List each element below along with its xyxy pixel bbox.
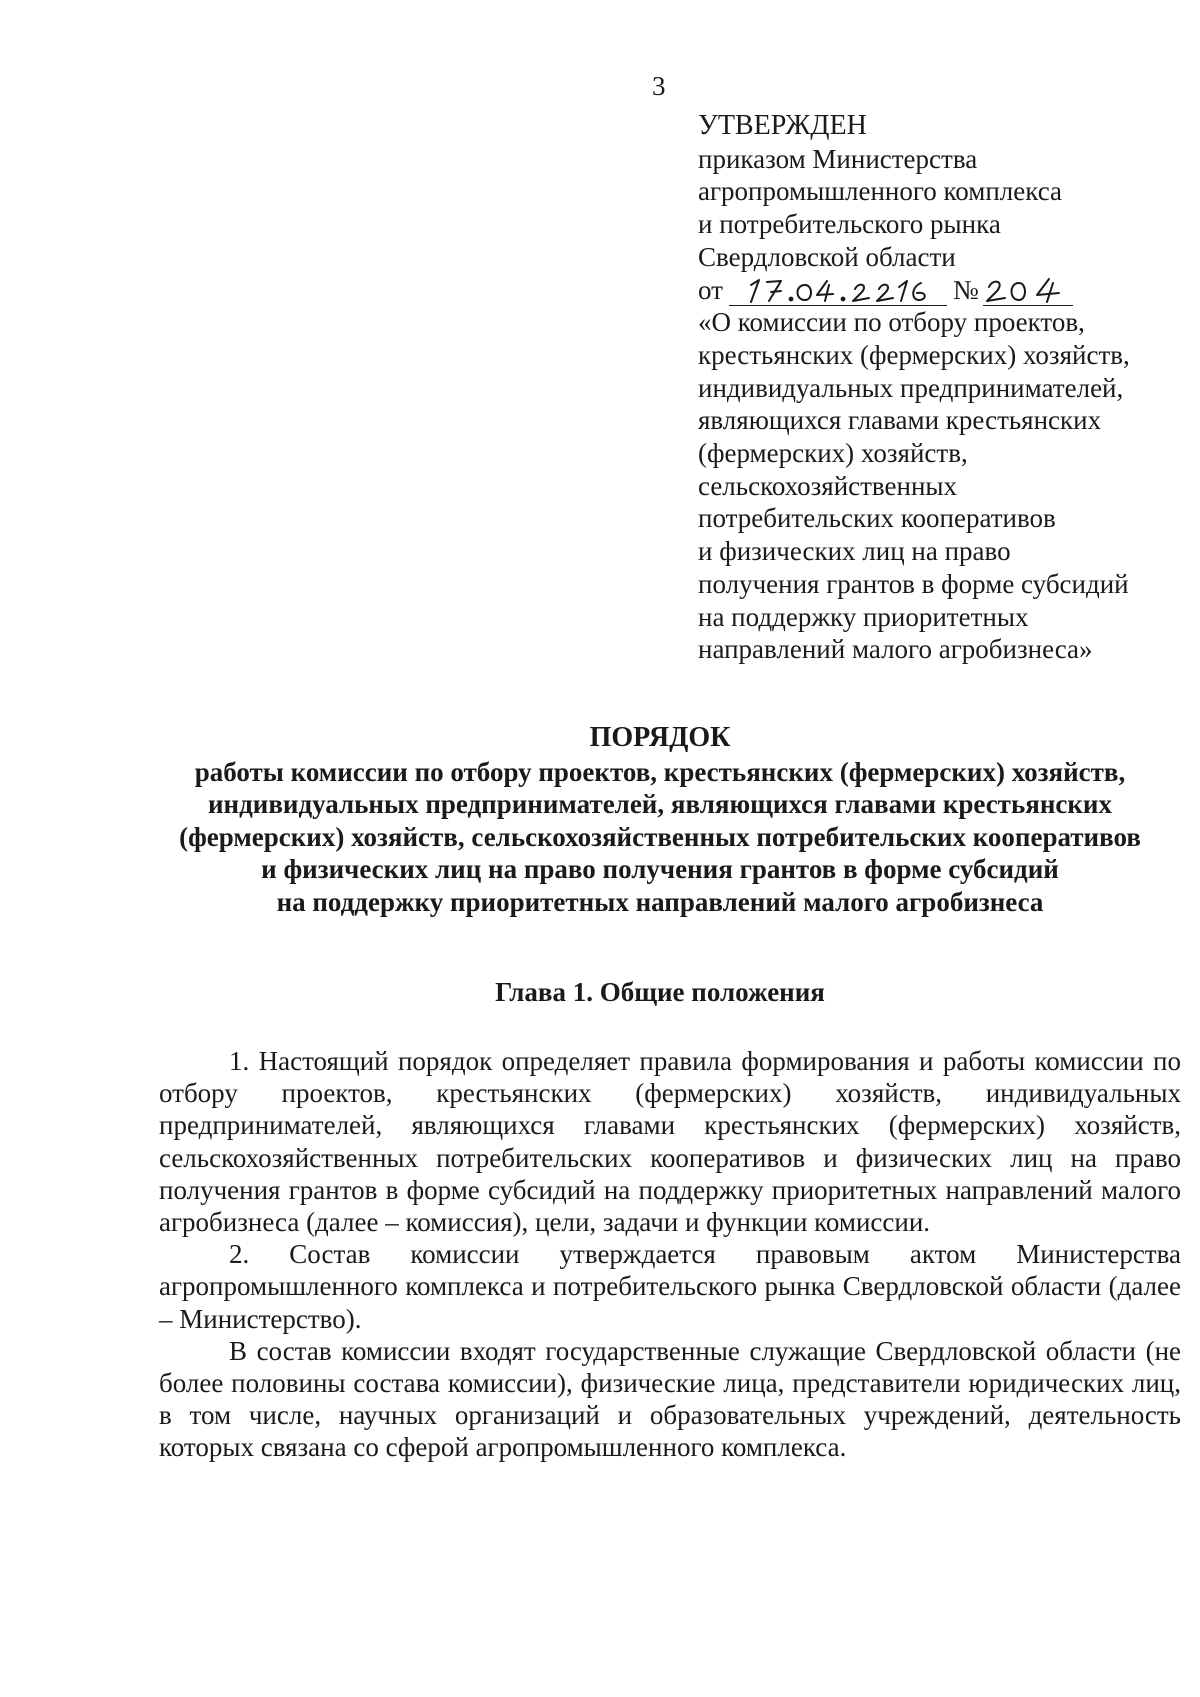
approval-subject-line: индивидуальных предпринимателей, [698, 372, 1124, 403]
approval-heading: УТВЕРЖДЕН [698, 110, 867, 141]
body-text [159, 1045, 1181, 1464]
approval-subject-line: на поддержку приоритетных [698, 601, 1029, 632]
document-title-line: и физических лиц на право получения грантов в форме субсидий [261, 854, 1059, 885]
handwritten-date-ink [729, 275, 947, 305]
handwritten-number-ink [983, 275, 1073, 305]
approval-line: агропромышленного комплекса [698, 176, 1062, 207]
approval-subject-line: получения грантов в форме субсидий [698, 568, 1129, 599]
page-number: 3 [652, 71, 666, 101]
approval-line: и потребительского рынка [698, 209, 1001, 240]
approval-subject-line: потребительских кооперативов [698, 503, 1056, 534]
paragraph: В состав комиссии входят государственные служащие Свердловской области (не более половины состава комиссии), физические лица, представители юридических лиц, в том числе, научных организаций и образовательных учреждений, деятельность которых связана со сферой агропромышленного комплекса. [159, 1335, 1181, 1463]
approval-block [698, 110, 1178, 666]
approval-subject-line: «О комиссии по отбору проектов, [698, 307, 1085, 338]
approval-subject-line: являющихся главами крестьянских [698, 405, 1102, 436]
number-sign: № [952, 274, 979, 305]
approval-line: приказом Министерства [698, 143, 978, 174]
approval-subject-line: крестьянских (фермерских) хозяйств, [698, 339, 1130, 370]
handwritten-number [983, 275, 1073, 306]
approval-line: Свердловской области [698, 241, 956, 272]
handwritten-date [729, 275, 947, 306]
document-title-line: работы комиссии по отбору проектов, крестьянских (фермерских) хозяйств, [194, 756, 1126, 787]
paragraph: 2. Состав комиссии утверждается правовым актом Министерства агропромышленного комплекса и потребительского рынка Свердловской области (далее – Министерство). [159, 1239, 1181, 1334]
document-title [140, 722, 1180, 919]
paragraph: 1. Настоящий порядок определяет правила формирования и работы комиссии по отбору проектов, крестьянских (фермерских) хозяйств, индивидуальных предпринимателей, являющихся главами крестьянских (фермерских) хозяйств, сельскохозяйственных потребительских кооперативов и физических лиц на право получения грантов в форме субсидий на поддержку приоритетных направлений малого агробизнеса (далее – комиссия), цели, задачи и функции комиссии. [159, 1046, 1181, 1238]
approval-subject-line: направлений малого агробизнеса» [698, 634, 1093, 665]
date-prefix: от [698, 274, 723, 305]
document-title-line: индивидуальных предпринимателей, являющихся главами крестьянских [208, 789, 1112, 820]
approval-subject-line: (фермерских) хозяйств, [698, 438, 968, 469]
approval-subject-line: сельскохозяйственных [698, 470, 958, 501]
document-title-line: (фермерских) хозяйств, сельскохозяйственных потребительских кооперативов [179, 821, 1141, 852]
document-title-main: ПОРЯДОК [589, 722, 731, 753]
document-title-line: на поддержку приоритетных направлений малого агробизнеса [276, 886, 1044, 917]
approval-date-line [698, 274, 1178, 307]
chapter-heading: Глава 1. Общие положения [495, 977, 825, 1007]
approval-subject-line: и физических лиц на право [698, 536, 1011, 567]
